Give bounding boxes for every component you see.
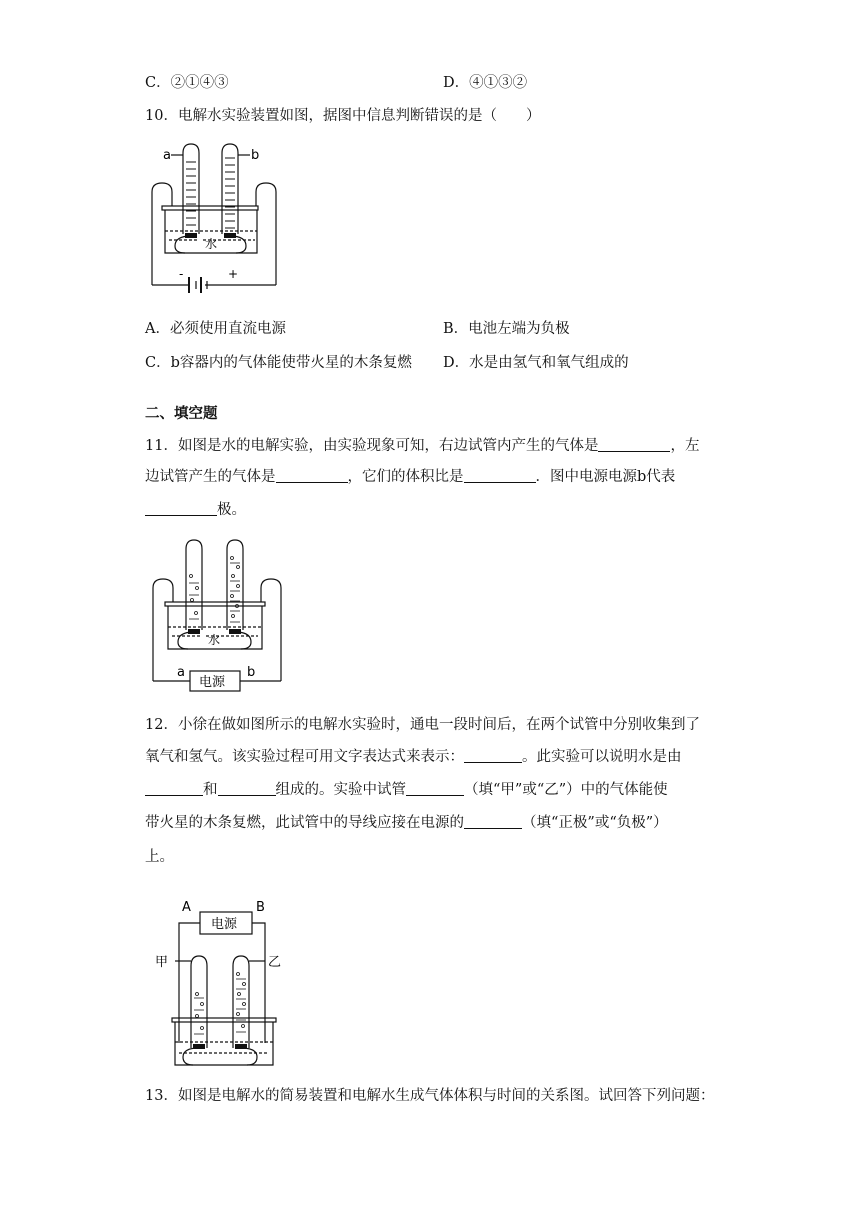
q12-label-source: 电源 xyxy=(211,917,238,932)
q12-label-A: A xyxy=(182,900,191,915)
q11-blank-1[interactable] xyxy=(598,436,670,452)
q10-label-b: b xyxy=(251,148,260,163)
q11-line3: 极。 xyxy=(145,500,246,520)
q10-option-a: A．必须使用直流电源 xyxy=(145,321,286,337)
q11-label-a: a xyxy=(177,665,185,680)
q12-blank-5[interactable] xyxy=(464,813,522,829)
section-title: 二、填空题 xyxy=(145,405,218,422)
q10-label-a: a xyxy=(163,148,171,163)
q11-label-water: 水 xyxy=(208,633,221,647)
q13-stem: 13．如图是电解水的简易装置和电解水生成气体体积与时间的关系图。试回答下列问题： xyxy=(145,1088,715,1104)
q9-option-c: C．②①④③ xyxy=(145,75,229,91)
q12-blank-1[interactable] xyxy=(464,747,522,763)
q11-line1: 11．如图是水的电解实验，由实验现象可知，右边试管内产生的气体是 ，左 xyxy=(145,438,700,454)
q10-label-water: 水 xyxy=(205,237,218,251)
q12-line2: 氧气和氢气。该实验过程可用文字表达式来表示： 。此实验可以说明水是由 xyxy=(145,749,682,765)
q12-line1: 12．小徐在做如图所示的电解水实验时，通电一段时间后，在两个试管中分别收集到了 xyxy=(145,717,700,733)
q10-option-b: B．电池左端为负极 xyxy=(443,321,570,337)
q11-line2: 边试管产生的气体是 ，它们的体积比是 ．图中电源电源b代表 xyxy=(145,469,676,485)
q11-blank-4[interactable] xyxy=(145,500,217,516)
q12-blank-3[interactable] xyxy=(218,780,276,796)
q11-blank-3[interactable] xyxy=(464,467,536,483)
q11-electrolysis-figure xyxy=(148,536,288,696)
q12-label-jia: 甲 xyxy=(155,955,169,970)
q10-electrolysis-figure xyxy=(145,140,285,300)
q12-line3: 和 组成的。实验中试管 （填“甲”或“乙”）中的气体能使 xyxy=(145,780,668,800)
q10-label-plus: + xyxy=(228,267,239,281)
q12-label-B: B xyxy=(256,900,265,915)
q11-blank-2[interactable] xyxy=(276,467,348,483)
q9-option-d: D．④①③② xyxy=(443,75,528,91)
q12-label-yi: 乙 xyxy=(268,955,282,970)
q12-line4: 带火星的木条复燃，此试管中的导线应接在电源的 （填“正极”或“负极”） xyxy=(145,815,668,831)
q10-label-minus: - xyxy=(179,267,184,281)
q10-option-d: D．水是由氢气和氧气组成的 xyxy=(443,355,629,371)
q12-blank-4[interactable] xyxy=(406,780,464,796)
q10-option-c: C．b容器内的气体能使带火星的木条复燃 xyxy=(145,355,412,371)
q11-label-source: 电源 xyxy=(199,675,226,690)
q12-line5: 上。 xyxy=(145,849,174,865)
q12-electrolysis-figure xyxy=(155,898,305,1073)
q12-blank-2[interactable] xyxy=(145,780,203,796)
q11-label-b: b xyxy=(247,665,256,680)
q10-stem: 10．电解水实验装置如图，据图中信息判断错误的是（ ） xyxy=(145,108,541,124)
